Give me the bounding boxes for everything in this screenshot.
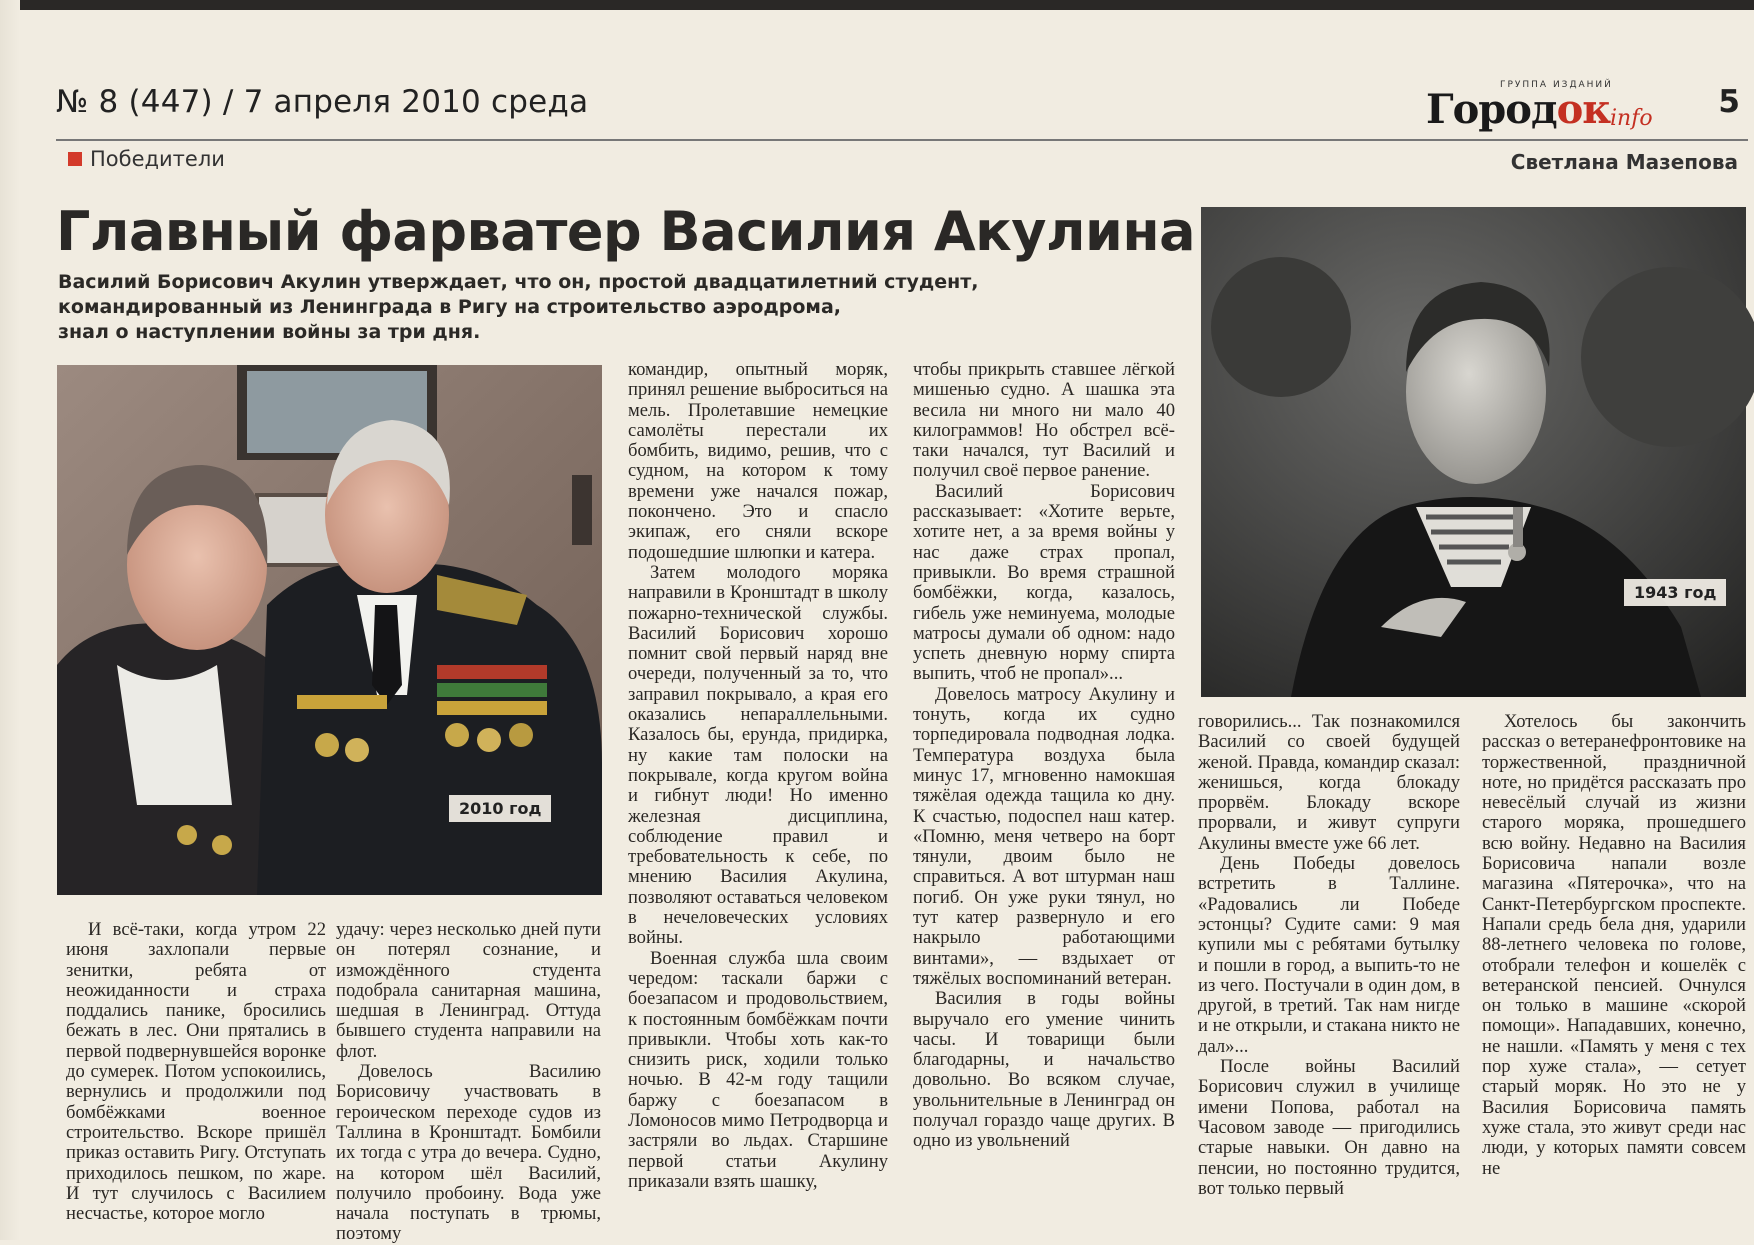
logo-main-text	[1426, 86, 1610, 133]
paragraph: Довелось матросу Акулину и тонуть, когда их судно торпедировала подводная лодка. Температура воздуха была минус 17, мгновенно намокшая тяжёлая одежда тащила ко дну. К счастью, подоспел наш катер. «Помню, меня четверо на борт тянули, двоим было не справиться. А вот штурман наш погиб. Он уже руки тянул, но тут катер развернуло и его накрыло работающими винтами», — вздыхает от тяжёлых воспоминаний ветеран.	[913, 683, 1175, 989]
photo-couple-2010	[57, 365, 602, 895]
paragraph: Довелось Василию Борисовичу участвовать в героическом переходе судов из Таллина в Кронштадт. Бомбили их тогда с утра до вечера. Судно, на котором шёл Василий, получило пробоину. Вода уже начала поступать в трюмы, поэтому	[336, 1061, 601, 1245]
issue-line: № 8 (447) / 7 апреля 2010 среда	[56, 84, 589, 120]
lead-line: командированный из Ленинграда в Ригу на строительство аэродрома,	[58, 296, 841, 318]
photo-caption-2010: 2010 год	[449, 795, 551, 822]
article-lead	[58, 270, 1158, 345]
paragraph: После войны Василий Борисович служил в училище имени Попова, работал на Часовом заводе — пригодились старые навыки. Он давно на пенсии, но постоянно трудится, вот только первый	[1198, 1056, 1460, 1199]
column-2	[336, 919, 601, 1245]
article-headline: Главный фарватер Василия Акулина	[56, 200, 1196, 263]
column-5	[1198, 712, 1460, 1230]
logo-main-word: Город	[1426, 86, 1557, 133]
logo-info-text: info	[1610, 106, 1653, 131]
newspaper-logo	[1426, 78, 1676, 132]
logo-small-text: ГРУППА ИЗДАНИЙ	[1500, 80, 1613, 90]
column-4	[913, 360, 1175, 1230]
rubric-label: Победители	[90, 147, 225, 171]
logo-accent-word: ок	[1556, 86, 1611, 133]
paragraph: Военная служба шла своим чередом: таскали баржи с боезапасом и продовольствием, к постоянным бомбёжкам почти привыкли. Чтобы хоть как-то снизить риск, ходили только ночью. В 42-м году тащили баржу с боезапасом в Ломоносов мимо Петродворца и застряли во льдах. Старшине первой статьи Акулину приказали взять шашку,	[628, 947, 888, 1192]
column-1	[66, 920, 326, 1230]
paragraph: Хотелось бы закончить рассказ о ветеранефронтовике на торжественной, праздничной ноте, но придётся рассказать про невесёлый случай из жизни старого моряка, прошедшего всю войну. Недавно на Василия Борисовича напали возле магазина «Пятерочка», что на Санкт-Петербургском проспекте. Напали средь бела дня, ударили 88-летнего человека по голове, отобрали телефон и кошелёк с ветеранской пенсией. Очнулся он только в машине «скорой помощи». Нападавших, конечно, не нашли. «Память у меня с тех пор хуже стала», — сетует старый моряк. Но это не у Василия Борисовича память хуже стала, это живут среди нас люди, у которых памяти совсем не	[1482, 711, 1746, 1179]
page-header	[56, 80, 1746, 133]
column-3	[628, 360, 888, 1230]
scan-top-edge	[0, 0, 1754, 10]
header-rule	[56, 139, 1748, 141]
author-byline: Светлана Мазепова	[1510, 150, 1738, 174]
lead-line: знал о наступлении войны за три дня.	[58, 321, 481, 343]
column-6	[1482, 712, 1746, 1230]
paragraph: удачу: через несколько дней пути он потерял сознание, и измождённого студента подобрала санитарная машина, шедшая в Ленинград. Оттуда бывшего студента направили на флот.	[336, 919, 601, 1062]
page-number: 5	[1718, 84, 1740, 120]
paragraph: Затем молодого моряка направили в Кронштадт в школу пожарно-технической службы. Василий Борисович хорошо помнит свой первый наряд вне очереди, полученный за то, что заправил покрывало, а края его оказались непараллельными. Казалось бы, ерунда, придирка, ну какие там полоски на покрывале, когда кругом война и гибнут люди! Но именно железная дисциплина, соблюдение правил и требовательность к себе, по мнению Василия Акулина, позволяют оставаться человеком в нечеловеческих условиях войны.	[628, 561, 888, 949]
photo-sailor-illustration	[1201, 207, 1746, 697]
paragraph: День Победы довелось встретить в Таллине. «Радовались ли Победе эстонцы? Судите сами: 9 мая купили мы с ребятами бутылку и пошли в город, а выпить-то не из чего. Постучали в один дом, в другой, в третий. Так нам нигде и не открыли, и стакана никто не дал»...	[1198, 853, 1461, 1057]
lead-line: Василий Борисович Акулин утверждает, что он, простой двадцатилетний студент,	[58, 271, 979, 293]
rubric-marker-icon	[68, 152, 82, 166]
photo-caption-1943: 1943 год	[1624, 579, 1726, 606]
photo-sailor-1943	[1201, 207, 1746, 697]
paragraph: чтобы прикрыть ставшее лёгкой мишенью судно. А шашка эта весила ни много ни мало 40 килограммов! Но обстрел всё-таки начался, тут Василий и получил своё первое ранение.	[913, 359, 1175, 482]
paragraph: Василия в годы войны выручало его умение чинить часы. И товарищи были благодарны, и начальство довольно. Во всяком случае, увольнительные в Ленинград он получал гораздо чаще других. В одно из увольнений	[913, 988, 1175, 1152]
paragraph: Василий Борисович рассказывает: «Хотите верьте, хотите нет, а за время войны у нас даже страх пропал, привыкли. Во время страшной бомбёжки, когда, казалось, гибель уже неминуема, молодые матросы думали об одном: надо успеть дневную норму спирта выпить, чтоб не пропал»...	[913, 480, 1175, 685]
paragraph: говорились... Так познакомился Василий со своей будущей женой. Правда, командир сказал: женишься, когда блокаду прорвём. Блокаду вскоре прорвали, и живут супруги Акулины вместе уже 66 лет.	[1198, 711, 1460, 854]
rubric	[68, 147, 225, 171]
scan-left-edge	[0, 0, 20, 1240]
paragraph: И всё-таки, когда утром 22 июня захлопали первые зенитки, ребята от неожиданности и страха поддались панике, бросились бежать в лес. Они прятались в первой подвернувшейся воронке до сумерек. Потом успокоились, вернулись и продолжили под бомбёжками военное строительство. Вскоре пришёл приказ оставить Ригу. Отступать приходилось пешком, по жаре. И тут случилось с Василием несчастье, которое могло	[66, 919, 326, 1225]
paragraph: командир, опытный моряк, принял решение выброситься на мель. Пролетавшие немецкие самолёты перестали их бомбить, видимо, решив, что с судном, на котором к тому времени уже начался пожар, покончено. Это и спасло экипаж, его сняли вскоре подошедшие шлюпки и катера.	[628, 359, 888, 563]
